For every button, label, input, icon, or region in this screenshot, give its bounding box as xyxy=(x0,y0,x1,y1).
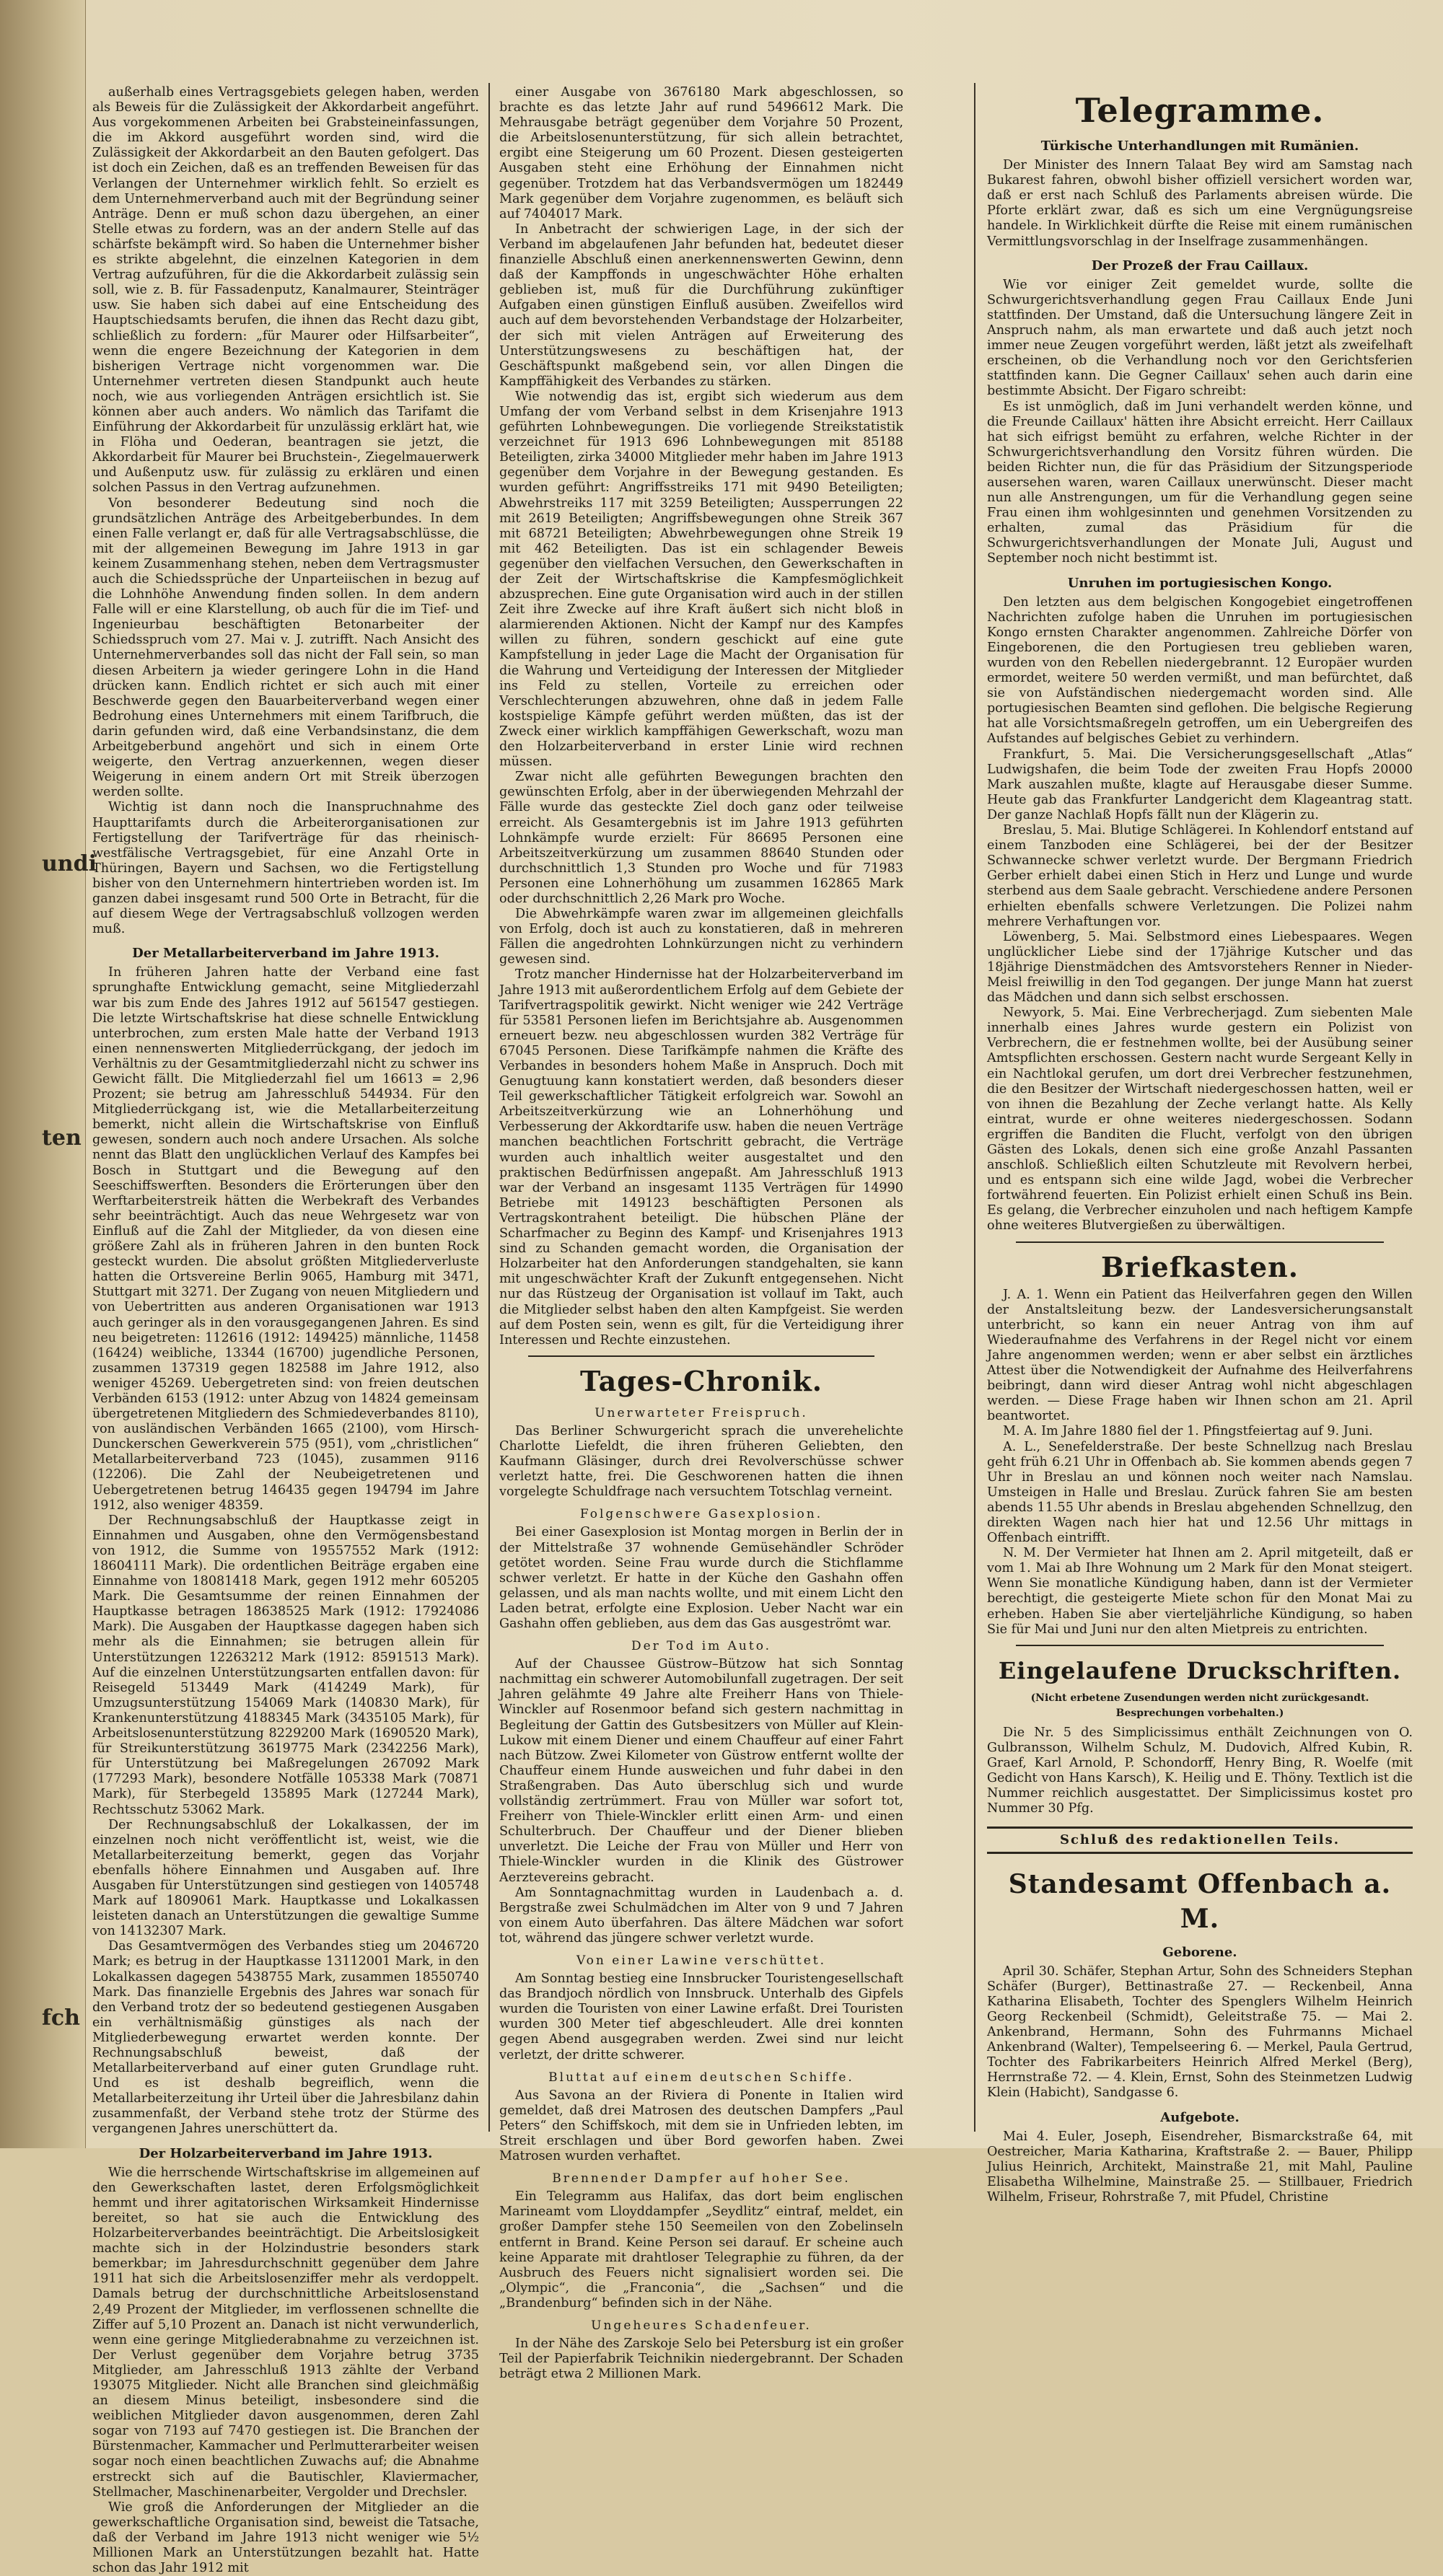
divider xyxy=(528,1355,874,1357)
article-paragraph: In früheren Jahren hatte der Verband eine fast sprunghafte Entwicklung gemacht, seine Mitgliederzahl war bis zum Ende des Jahres 1912 auf 561547 gestiegen. Die letzte Wirtschaftskrise hat diese schnelle Entwicklung unterbrochen, zum ersten Male hatte der Verband 1913 einen nennenswerten Mitgliederrückgang, der jedoch im Verhältnis zu der Gesamtmitgliederzahl nicht zu schwer ins Gewicht fällt. Die Mitgliederzahl fiel um 16613 = 2,96 Prozent; sie betrug am Jahresschluß 544934. Für den Mitgliederrückgang ist, wie die Metallarbeiterzeitung bemerkt, nicht allein die Wirtschaftskrise von Einfluß gewesen, sondern auch noch andere Ursachen. Als solche nennt das Blatt den unglücklichen Verlauf des Kampfes bei Bosch in Stuttgart und die Bewegung auf den Seeschiffswerften. Besonders die Erörterungen über den Werftarbeiterstreik hätten die Werbekraft des Verbandes sehr beeinträchtigt. Auch das neue Wehrgesetz war von Einfluß auf die Zahl der Mitglieder, da von diesen eine größere Zahl als in früheren Jahren in den bunten Rock gesteckt wurden. Die absolut größten Mitgliederverluste hatten die Ortsvereine Berlin 9065, Hamburg mit 3471, Stuttgart mit 3271. Der Zugang von neuen Mitgliedern und von Uebertritten aus anderen Organisationen war 1913 auch geringer als in den vorausgegangenen Jahren. Es sind neu beigetreten: 112616 (1912: 149425) männliche, 11458 (16424) weibliche, 13344 (16700) jugendliche Personen, zusammen 137319 gegen 182588 im Jahre 1912, also weniger 45269. Uebergetreten sind: von freien deutschen Verbänden 6153 (1912: unter Abzug von 14824 gemeinsam übergetretenen Mitgliedern des Schmiedeverbandes 8110), von ausländischen Verbänden 1665 (2100), vom Hirsch-Dunckerschen Gewerkverein 575 (951), vom „christlichen“ Metallarbeiterverband 723 (1045), zusammen 9116 (12206). Die Zahl der Neubeigetretenen und Uebergetretenen betrug 146435 gegen 194794 im Jahre 1912, also weniger 48359. xyxy=(92,965,479,1513)
article-paragraph: M. A. Im Jahre 1880 fiel der 1. Pfingstfeiertag auf 9. Juni. xyxy=(1003,1424,1373,1439)
column-rule xyxy=(974,83,975,2132)
druckschriften-text: Die Nr. 5 des Simplicissimus enthält Zeichnungen von O. Gulbransson, Wilhelm Schulz, M. Dudovich, Alfred Kubin, R. Graef, Karl Arnold, P. Schondorff, Henry Bing, R. Woelfe (mit Gedicht von Hans Karsch), K. Heilig und E. Thöny. Textlich ist die Nummer reichlich ausgestattet. Der Simplicissimus kostet pro Nummer 30 Pfg. xyxy=(987,1725,1413,1816)
article-paragraph: Der Minister des Innern Talaat Bey wird am Samstag nach Bukarest fahren, obwohl bisher offiziell versichert worden war, daß er erst nach Schluß des Parlaments abreisen würde. Die Pforte erklärt zwar, daß es sich um eine Vergnügungsreise handele. In Wirklichkeit dürfte die Reise mit einem rumänischen Vermittlungsvorschlag in der Inselfrage zusammenhängen. xyxy=(987,158,1413,249)
tages-chronik-title: Tages-Chronik. xyxy=(579,1364,823,1397)
article-paragraph: Newyork, 5. Mai. Eine Verbrecherjagd. Zum siebenten Male innerhalb eines Jahres wurde gestern ein Polizist von Verbrechern, die er festnehmen wollte, bei der Ausübung seiner Amtspflichten erschossen. Gestern nacht wurde Sergeant Kelly in ein Nachtlokal gerufen, um dort drei Verbrecher festzunehmen, die den Besitzer der Wirtschaft niedergeschossen hatten, weil er von ihnen die Bezahlung der Zeche verlangt hatte. Als Kelly eintrat, wurde er ohne weiteres niedergeschossen. Sodann ergriffen die Banditen die Flucht, verfolgt von den übrigen Gästen des Lokals, denen sich eine große Anzahl Passanten anschloß. Schließlich eilten Schutzleute mit Revolvern herbei, und es entspann sich eine wilde Jagd, wobei die Verbrecher fortwährend feuerten. Ein Polizist erhielt einen Schuß ins Bein. Es gelang, die Verbrecher einzuholen und nach heftigem Kampfe ohne weiteres Blutvergießen zu überwältigen. xyxy=(987,1006,1413,1234)
article-paragraph: Von besonderer Bedeutung sind noch die grundsätzlichen Anträge des Arbeitgeberbundes. In dem einen Falle verlangt er, daß für alle Vertragsabschlüsse, die mit der allgemeinen Bewegung im Jahre 1913 in gar keinem Zusammenhang stehen, neben dem Vertragsmuster auch die Schiedssprüche der Unparteiischen in bezug auf die Lohnhöhe Anwendung finden sollen. In dem andern Falle will er eine Klarstellung, ob auch für die im Tief- und Ingenieurbau beschäftigten Betonarbeiter der Schiedsspruch vom 27. Mai v. J. zutrifft. Nach Ansicht des Unternehmerverbandes soll das nicht der Fall sein, so man diesen Arbeitern ja wieder geringere Lohn in die Hand drücken kann. Endlich richtet er sich auch mit einer Beschwerde gegen den Bauarbeiterverband wegen einer Bedrohung eines Unternehmers mit einem Tarifbruch, die darin gefunden wird, daß eine Verbandsinstanz, die dem Arbeitgeberbund angehört und sich in einem Orte weigerte, den Vertrag anzuerkennen, wegen dieser Weigerung in einem andern Ort mit Streik überzogen werden sollte. xyxy=(92,496,479,800)
article-paragraph: Breslau, 5. Mai. Blutige Schlägerei. In Kohlendorf entstand auf einem Tanzboden eine Schlägerei, bei der der Besitzer Schwannecke schwer verletzt wurde. Der Bergmann Friedrich Gerber erhielt dabei einen Stich in Herz und Lunge und wurde sterbend aus dem Saale gebracht. Verschiedene andere Personen erhielten ebenfalls schwere Verletzungen. Die Polizei nahm mehrere Verhaftungen vor. xyxy=(987,823,1413,929)
article-paragraph: außerhalb eines Vertragsgebiets gelegen haben, werden als Beweis für die Zulässigkeit der Akkordarbeit angeführt. Aus vorgekommenen Arbeiten bei Grabsteineinfassungen, die im Akkord ausgeführt worden sind, wird die Zulässigkeit der Akkordarbeit an den Bauten gefolgert. Das ist doch ein Zeichen, daß es an treffenden Beweisen für das Verlangen der Unternehmer wirklich fehlt. So erzielt es dem Unternehmerverband auch mit der Begründung seiner Anträge. Denn er muß schon dazu übergehen, an einer Stelle etwas zu fordern, was an der andern Stelle auf das schärfste bekämpft wird. So haben die Unternehmer bisher es strikte abgelehnt, die einzelnen Kategorien in dem Vertrag aufzuführen, für die die Akkordarbeit zulässig sein soll, wie z. B. für Fassadenputz, Kanalmaurer, Steinträger usw. Sie haben sich dabei auf eine Entscheidung des Hauptschiedsamts berufen, die ihnen das Recht dazu gibt, schließlich zu fordern: „für Maurer oder Hilfsarbeiter“, wenn die engere Bezeichnung der Kategorien in dem bisherigen Vertrage nicht vorgenommen war. Die Unternehmer vertreten diesen Standpunkt auch heute noch, wie aus vorliegenden Anträgen ersichtlich ist. Sie können aber auch anders. Wo nämlich das Tarifamt die Einführung der Akkordarbeit für unzulässig erklärt hat, wie in Flöha und Oederan, beantragen sie jetzt, die Akkordarbeit für Maurer bei Bruchstein-, Ziegelmauerwerk und Außenputz usw. für zulässig zu erklären und einen solchen Passus in den Vertrag aufzunehmen. xyxy=(92,85,479,496)
article-paragraph: In der Nähe des Zarskoje Selo bei Petersburg ist ein großer Teil der Papierfabrik Teichnikin niedergebrannt. Der Schaden beträgt etwa 2 Millionen Mark. xyxy=(499,2337,903,2382)
margin-fragment: ten xyxy=(42,1125,82,1151)
article-paragraph: Trotz mancher Hindernisse hat der Holzarbeiterverband im Jahre 1913 mit außerordentlichem Erfolg auf dem Gebiete der Tarifvertragspolitik gewirkt. Nicht weniger wie 242 Verträge für 53581 Personen liefen im Berichtsjahre ab. Ausgenommen erneuert bezw. neu abgeschlossen wurden 382 Verträge für 67045 Personen. Diese Tarifkämpfe nahmen die Kräfte des Verbandes in besonders hohem Maße in Anspruch. Doch mit Genugtuung kann konstatiert werden, daß besonders dieser Teil gewerkschaftlicher Tätigkeit erfolgreich war. Sowohl an Arbeitszeitverkürzung wie an Lohnerhöhung und Verbesserung der Akkordtarife usw. haben die neuen Verträge manchen beachtlichen Fortschritt gebracht, die Verträge wurden auch inhaltlich weiter ausgestaltet und den praktischen Bedürfnissen angepaßt. Am Jahresschluß 1913 war der Verband an insgesamt 1135 Verträgen für 14990 Betriebe mit 149123 beschäftigten Personen als Vertragskontrahent beteiligt. Die hübschen Pläne der Scharfmacher zu Beginn des Kampf- und Krisenjahres 1913 sind zu Schanden gemacht worden, die Organisation der Holzarbeiter hat den Anforderungen standgehalten, sie kann mit ungeschwächter Kraft der Zukunft entgegensehen. Nicht nur das Rüstzeug der Organisation ist vollauf im Takt, auch die Mitglieder selbst haben den alten Kampfgeist. Sie werden auf dem Posten sein, wenn es gilt, für die Verteidigung ihrer Interessen und Rechte einzustehen. xyxy=(499,967,903,1348)
article-paragraph: Wichtig ist dann noch die Inanspruchnahme des Haupttarifamts durch die Arbeiterorganisationen zur Fertigstellung der Tarifverträge für das rheinisch-westfälische Vertragsgebiet, für eine Anzahl Orte in Thüringen, Bayern und Sachsen, wo die Fertigstellung bisher von den Unternehmern hintertrieben worden ist. Im ganzen dabei insgesamt rund 500 Orte in Betracht, für die auf diesem Wege der Vertragsabschluß vollzogen werden muß. xyxy=(92,800,479,937)
column-rule xyxy=(488,83,490,2132)
chronik-heading: Unerwarteter Freispruch. xyxy=(595,1405,808,1420)
telegramm-heading: Der Prozeß der Frau Caillaux. xyxy=(1091,258,1309,273)
article-paragraph: Es ist unmöglich, daß im Juni verhandelt werden könne, und die Freunde Caillaux' hätten ihre Absicht erreicht. Herr Caillaux hat sich eifrigst bemüht zu erfahren, welche Richter in der Schwurgerichtsverhandlung den Vorsitz führen würden. Die beiden Richter nun, die für das Präsidium der Sitzungsperiode ausersehen waren, waren Caillaux unerwünscht. Dieser macht nun alle Anstrengungen, um für die Verhandlung gegen seine Frau einen ihm wohlgesinnten und genehmen Vorsitzenden zu erhalten, zumal das Präsidium für die Schwurgerichtsverhandlungen der Monate Juli, August und September noch nicht bestimmt ist. xyxy=(987,399,1413,566)
article-paragraph: Frankfurt, 5. Mai. Die Versicherungsgesellschaft „Atlas“ Ludwigshafen, die beim Tode der zweiten Frau Hopfs 20000 Mark auszahlen mußte, klagte auf Herausgabe dieser Summe. Heute gab das Frankfurter Landgericht dem Klageantrag statt. Der ganze Nachlaß Hopfs fällt nun der Klägerin zu. xyxy=(987,747,1413,822)
article-paragraph: Wie die herrschende Wirtschaftskrise im allgemeinen auf den Gewerkschaften lastet, deren Erfolgsmöglichkeit hemmt und ihrer agitatorischen Wirksamkeit Hindernisse bereitet, so hat sie auch die Entwicklung des Holzarbeiterverbandes beeinträchtigt. Die Arbeitslosigkeit machte sich in der Holzindustrie besonders stark bemerkbar; im Jahresdurchschnitt gegenüber dem Jahre 1911 hat sich die Arbeitslosenziffer mehr als verdoppelt. Damals betrug der durchschnittliche Arbeitslosenstand 2,49 Prozent der Mitglieder, im verflossenen schnellte die Ziffer auf 5,10 Prozent an. Danach ist nicht verwunderlich, wenn eine geringe Mitgliederabnahme zu verzeichnen ist. Der Verlust gegenüber dem Vorjahre betrug 3735 Mitglieder, am Jahresschluß 1913 zählte der Verband 193075 Mitglieder. Nicht alle Branchen sind gleichmäßig an diesem Minus beteiligt, insbesondere sind die weiblichen Mitglieder davon ausgenommen, deren Zahl sogar von 7193 auf 7470 gestiegen ist. Die Branchen der Bürstenmacher, Kammacher und Perlmutterarbeiter weisen sogar noch einen beachtlichen Zuwachs auf; die Abnahme erstreckt sich auf die Bautischler, Klaviermacher, Stellmacher, Maschinenarbeiter, Vergolder und Drechsler. xyxy=(92,2165,479,2500)
tages-chronik-items xyxy=(499,1406,903,2383)
article-paragraph: Zwar nicht alle geführten Bewegungen brachten den gewünschten Erfolg, aber in der überwiegenden Mehrzahl der Fälle wurde das gesteckte Ziel doch ganz oder teilweise erreicht. Als Gesamtergebnis ist im Jahre 1913 geführten Lohnkämpfe wurde erzielt: Für 86695 Personen eine Arbeitszeitverkürzung um zusammen 88640 Stunden oder durchschnittlich 1,3 Stunden pro Woche und für 71983 Personen eine Lohnerhöhung um zusammen 162865 Mark oder durchschnittlich 2,26 Mark pro Woche. xyxy=(499,770,903,906)
metallarbeiter-article xyxy=(92,965,479,2137)
section-heading: Der Metallarbeiterverband im Jahre 1913. xyxy=(132,946,439,962)
margin-fragment: fch xyxy=(42,2005,80,2031)
chronik-heading: Von einer Lawine verschüttet. xyxy=(576,1953,827,1968)
geborene-text: April 30. Schäfer, Stephan Artur, Sohn des Schneiders Stephan Schäfer (Burger), Bettinastraße 27. — Reckenbeil, Anna Katharina Elisabeth, Tochter des Spenglers Wilhelm Heinrich Georg Reckenbeil (Schmidt), Geleitstraße 75. — Mai 2. Ankenbrand, Hermann, Sohn des Fuhrmanns Michael Ankenbrand (Walter), Tempelseering 6. — Merkel, Paula Gertrud, Tochter des Fabrikarbeiters Heinrich Alfred Merkel (Berg), Herrnstraße 72. — 4. Klein, Ernst, Sohn des Steinmetzen Ludwig Klein (Habicht), Sandgasse 6. xyxy=(987,1964,1413,2101)
holzarbeiter-continued xyxy=(499,85,903,1348)
margin-fragment: undi xyxy=(42,851,97,876)
previous-page-edge xyxy=(0,0,97,2148)
chronik-heading: Brennender Dampfer auf hoher See. xyxy=(552,2171,851,2186)
druckschriften-title: Eingelaufene Druckschriften. xyxy=(998,1656,1402,1684)
telegramme-items xyxy=(987,139,1413,747)
telegramme-title: Telegramme. xyxy=(1075,91,1325,130)
article-paragraph: Die Abwehrkämpfe waren zwar im allgemeinen gleichfalls von Erfolg, doch ist auch zu konstatieren, daß in mehreren Fällen die angedrohten Lohnkürzungen nicht zu verhindern gewesen sind. xyxy=(499,907,903,967)
standesamt-title: Standesamt Offenbach a. M. xyxy=(1008,1868,1392,1934)
chronik-heading: Bluttat auf einem deutschen Schiffe. xyxy=(548,2070,854,2085)
divider xyxy=(1016,1645,1384,1646)
article-paragraph: A. L., Senefelderstraße. Der beste Schnellzug nach Breslau geht früh 6.21 Uhr in Offenbach ab. Sie kommen abends gegen 7 Uhr in Breslau an und können noch weiter nach Namslau. Umsteigen in Halle und Breslau. Zurück fahren Sie am besten abends 11.55 Uhr abends in Breslau abgehenden Schnellzug, den direkten Wagen nach hier hat und 12.56 Uhr mittags in Offenbach eintrifft. xyxy=(987,1439,1413,1546)
article-paragraph: Am Sonntagnachmittag wurden in Laudenbach a. d. Bergstraße zwei Schulmädchen im Alter von 9 und 7 Jahren von einem Auto überfahren. Das ältere Mädchen war sofort tot, während das jüngere schwer verletzt wurde. xyxy=(499,1885,903,1946)
article-paragraph: Aus Savona an der Riviera di Ponente in Italien wird gemeldet, daß drei Matrosen des deutschen Dampfers „Paul Peters“ den Schiffskoch, mit dem sie in Unfrieden lebten, im Streit erschlagen und über Bord geworfen haben. Zwei Matrosen wurden verhaftet. xyxy=(499,2088,903,2164)
article-paragraph: Wie notwendig das ist, ergibt sich wiederum aus dem Umfang der vom Verband selbst in dem Krisenjahre 1913 geführten Lohnbewegungen. Die vorliegende Streikstatistik verzeichnet für 1913 696 Lohnbewegungen mit 85188 Beteiligten, zirka 34000 Mitglieder mehr haben im Jahre 1913 gegenüber dem Vorjahre in der Bewegung gestanden. Es wurden geführt: Angriffsstreiks 171 mit 9490 Beteiligten; Abwehrstreiks 117 mit 3259 Beteiligten; Aussperrungen 22 mit 2619 Beteiligten; Angriffsbewegungen ohne Streik 367 mit 68721 Beteiligten; Abwehrbewegungen ohne Streik 19 mit 462 Beteiligten. Das ist ein schlagender Beweis gegenüber den vielfachen Versuchen, den Gewerkschaften in der Zeit der Wirtschaftskrise die Kampfesmöglichkeit abzusprechen. Eine gute Organisation wird auch in der stillen Zeit ihre Zwecke auf ihre Kraft äußert sich nicht bloß in alarmierenden Aktionen. Nicht der Kampf nur des Kampfes willen zu führen, sondern geschickt auf eine gute Kampfstellung in jeder Lage die Macht der Organisation für die Wahrung und Verteidigung der Interessen der Mitglieder ins Feld zu stellen, Vorteile zu erreichen oder Verschlechterungen abzuwehren, ohne daß in jedem Falle kostspielige Kämpfe geführt werden müßten, das ist der Zweck einer wirklich kampffähigen Gewerkschaft, wozu man den Holzarbeiterverband in erster Linie wird rechnen müssen. xyxy=(499,389,903,770)
column-2 xyxy=(499,85,903,2382)
article-paragraph: Der Rechnungsabschluß der Lokalkassen, der im einzelnen noch nicht veröffentlicht ist, weist, wie die Metallarbeiterzeitung bemerkt, gegen das Vorjahr ebenfalls höhere Einnahmen und Ausgaben auf. Ihre Ausgaben für Unterstützungen sind gestiegen von 1405748 Mark auf 1809061 Mark. Hauptkasse und Lokalkassen leisteten danach an Unterstützungen die gewaltige Summe von 14132307 Mark. xyxy=(92,1817,479,1939)
geborene-label: Geborene. xyxy=(1162,1944,1237,1960)
article-paragraph: Das Gesamtvermögen des Verbandes stieg um 2046720 Mark; es betrug in der Hauptkasse 13112001 Mark, in den Lokalkassen dagegen 5438755 Mark, zusammen 18550740 Mark. Das finanzielle Ergebnis des Jahres war sonach für den Verband trotz der so bedeutend gestiegenen Ausgaben ein verhältnismäßig günstiges als nach der Mitgliederbewegung erwartet werden konnte. Der Rechnungsabschluß beweist, daß der Metallarbeiterverband auf einer guten Grundlage ruht. Und es ist deshalb begreiflich, wenn die Metallarbeiterzeitung ihr Urteil über die Jahresbilanz dahin zusammenfaßt, der Verband stehe trotz der Stürme des vergangenen Jahres unerschüttert da. xyxy=(92,1939,479,2137)
telegramm-heading: Türkische Unterhandlungen mit Rumänien. xyxy=(1040,139,1359,154)
article-paragraph: Bei einer Gasexplosion ist Montag morgen in Berlin der in der Mittelstraße 37 wohnende Gemüsehändler Schröder getötet worden. Seine Frau wurde durch die Stichflamme schwer verletzt. Er hatte in der Küche den Gashahn offen gelassen, und als man nachts wollte, und mit einem Licht den Laden betrat, erfolgte eine Explosion. Ueber Nacht war ein Gashahn offen geblieben, aus dem das Gas ausgeströmt war. xyxy=(499,1525,903,1631)
article-paragraph: Löwenberg, 5. Mai. Selbstmord eines Liebespaares. Wegen unglücklicher Liebe sind der 17jährige Kutscher und das 18jährige Dienstmädchen des Amtsvorstehers Renner in Nieder-Meisl freiwillig in den Tod gegangen. Der junge Mann hat zuerst das Mädchen und dann sich selbst erschossen. xyxy=(987,929,1413,1006)
article-paragraph: Der Rechnungsabschluß der Hauptkasse zeigt in Einnahmen und Ausgaben, ohne den Vermögensbestand von 1912, die Summe von 19557552 Mark (1912: 18604111 Mark). Die ordentlichen Beiträge ergaben eine Einnahme von 18081418 Mark, gegen 1912 mehr 605205 Mark. Die Gesamtsumme der reinen Einnahmen der Hauptkasse betragen 18638525 Mark (1912: 17924086 Mark). Die Ausgaben der Hauptkasse dagegen haben sich mehr als die Einnahmen; sie betrugen allein für Unterstützungen 12263212 Mark (1912: 8591513 Mark). Auf die einzelnen Unterstützungsarten entfallen davon: für Reisegeld 513449 Mark (414249 Mark), für Umzugsunterstützung 154069 Mark (140830 Mark), für Krankenunterstützung 4188345 Mark (3435105 Mark), für Arbeitslosenunterstützung 8229200 Mark (1690520 Mark), für Streikunterstützung 3619775 Mark (2342256 Mark), für Unterstützung bei Maßregelungen 267092 Mark (177293 Mark), besondere Notfälle 105338 Mark (70871 Mark), für Sterbegeld 135895 Mark (127244 Mark), Rechtsschutz 53062 Mark. xyxy=(92,1513,479,1817)
article-paragraph: J. A. 1. Wenn ein Patient das Heilverfahren gegen den Willen der Anstaltsleitung bezw. der Landesversicherungsanstalt unterbricht, so kann ein neuer Antrag von ihm auf Wiederaufnahme des Verfahrens in der Regel nicht vor einem Jahre angenommen werden; wenn er aber selbst ein ärztliches Attest über die Notwendigkeit der Aufnahme des Heilverfahrens beibringt, dann wird dieser Antrag wohl nicht abgeschlagen werden. — Diese Frage haben wir Ihnen schon am 21. April beantwortet. xyxy=(987,1287,1413,1424)
druckschriften-note: (Nicht erbetene Zusendungen werden nicht zurückgesandt. Besprechungen vorbehalten.) xyxy=(1030,1692,1369,1719)
aufgebote-text: Mai 4. Euler, Joseph, Eisendreher, Bismarckstraße 64, mit Oestreicher, Maria Katharina, Kraftstraße 2. — Bauer, Philipp Julius Heinrich, Architekt, Mainstraße 21, mit Mahl, Pauline Elisabetha Wilhelmine, Mainstraße 25. — Stillbauer, Friedrich Wilhelm, Friseur, Rohrstraße 7, mit Pfudel, Christine xyxy=(987,2129,1413,2204)
briefkasten-title: Briefkasten. xyxy=(1100,1250,1299,1283)
intro-article xyxy=(92,85,479,937)
article-paragraph: N. M. Der Vermieter hat Ihnen am 2. April mitgeteilt, daß er vom 1. Mai ab Ihre Wohnung um 2 Mark für den Monat steigert. Wenn Sie monatliche Kündigung haben, dann ist der Vermieter berechtigt, die gesteigerte Miete schon für den Monat Mai zu erheben. Haben Sie aber vierteljährliche Kündigung, so haben Sie für Mai und Juni nur den alten Mietpreis zu entrichten. xyxy=(987,1546,1413,1637)
article-paragraph: einer Ausgabe von 3676180 Mark abgeschlossen, so brachte es das letzte Jahr auf rund 5496612 Mark. Die Mehrausgabe beträgt gegenüber dem Vorjahre 50 Prozent, die Arbeitslosenunterstützung, für sich allein betrachtet, ergibt eine Steigerung um 60 Prozent. Diesen gesteigerten Ausgaben steht eine Erhöhung der Einnahmen nicht gegenüber. Trotzdem hat das Verbandsvermögen um 182449 Mark gegenüber dem Vorjahre zugenommen, es beläuft sich auf 7404017 Mark. xyxy=(499,85,903,221)
article-paragraph: Am Sonntag bestieg eine Innsbrucker Touristengesellschaft das Brandjoch nördlich von Innsbruck. Unterhalb des Gipfels wurden die Touristen von einer Lawine erfaßt. Drei Touristen wurden 300 Meter tief abgeschleudert. Alle drei konnten gegen Abend ausgegraben werden. Zwei sind nur leicht verletzt, der dritte schwerer. xyxy=(499,1971,903,2062)
column-1 xyxy=(92,85,479,2576)
article-paragraph: Das Berliner Schwurgericht sprach die unverehelichte Charlotte Liefeldt, die ihren früheren Geliebten, den Kaufmann Gläsinger, durch drei Revolverschüsse schwer verletzt hatte, frei. Die Geschworenen hatten die ihnen vorgelegte Schuldfrage nach versuchtem Totschlag verneint. xyxy=(499,1423,903,1500)
chronik-heading: Folgenschwere Gasexplosion. xyxy=(579,1507,823,1522)
aufgebote-label: Aufgebote. xyxy=(1160,2109,1240,2125)
section-heading: Der Holzarbeiterverband im Jahre 1913. xyxy=(139,2145,433,2161)
telegramme-short-items xyxy=(987,747,1413,1234)
article-paragraph: Auf der Chaussee Güstrow–Bützow hat sich Sonntag nachmittag ein schwerer Automobilunfall zugetragen. Der seit Jahren gelähmte 49 Jahre alte Freiherr Hans von Thiele-Winckler auf Rosenmoor befand sich gestern nachmittag in Begleitung der Gattin des Gutsbesitzers von Müller auf Klein-Lukow mit einem Diener und einem Chauffeur auf einer Fahrt nach Bützow. Zwei Kilometer von Güstrow entfernt wollte der Chauffeur einem Hunde ausweichen und fuhr dabei in den Straßengraben. Das Auto überschlug sich und wurde vollständig zertrümmert. Frau von Müller war sofort tot, Freiherr von Thiele-Winckler erlitt einen Arm- und einen Schulterbruch. Der Chauffeur und der Diener blieben unverletzt. Die Leiche der Frau von Müller und Herr von Thiele-Winckler wurden in die Klinik des Güstrower Aerztevereins gebracht. xyxy=(499,1657,903,1885)
holzarbeiter-article xyxy=(92,2166,479,2576)
article-paragraph: Den letzten aus dem belgischen Kongogebiet eingetroffenen Nachrichten zufolge haben die Unruhen im portugiesischen Kongo ernsten Charakter angenommen. Zahlreiche Dörfer von Eingeborenen, die den Portugiesen treu geblieben waren, wurden von den Rebellen niedergebrannt. 12 Europäer wurden ermordet, weitere 50 werden vermißt, und man befürchtet, daß sie von Aufständischen niedergemacht worden sind. Alle portugiesischen Beamten sind geflohen. Die belgische Regierung hat alle Vorsichtsmaßregeln getroffen, um ein Uebergreifen des Aufstandes auf belgisches Gebiet zu verhindern. xyxy=(987,594,1413,747)
telegramm-heading: Unruhen im portugiesischen Kongo. xyxy=(1067,575,1333,591)
article-paragraph: Wie groß die Anforderungen der Mitglieder an die gewerkschaftliche Organisation sind, beweist die Tatsache, daß der Verband im Jahre 1913 nicht weniger wie 5½ Millionen Mark an Unterstützungen bezahlt hat. Hatte schon das Jahr 1912 mit xyxy=(92,2500,479,2576)
column-3 xyxy=(987,85,1413,2204)
divider xyxy=(1016,1241,1384,1243)
article-paragraph: In Anbetracht der schwierigen Lage, in der sich der Verband im abgelaufenen Jahr befunden hat, bedeutet dieser finanzielle Abschluß einen anerkennenswerten Gewinn, denn daß der Kampffonds in ungeschwächter Höhe erhalten geblieben ist, muß für die Durchführung zukünftiger Aufgaben einen günstigen Einfluß ausüben. Zweifellos wird auch auf dem bevorstehenden Verbandstage der Holzarbeiter, der sich mit vielen Anträgen auf Erweiterung des Unterstützungswesens zu beschäftigen hat, der Geschäftspunkt maßgebend sein, vor allen Dingen die Kampffähigkeit des Verbandes zu stärken. xyxy=(499,221,903,389)
schluss-banner: Schluß des redaktionellen Teils. xyxy=(987,1827,1413,1853)
briefkasten-items xyxy=(987,1288,1413,1638)
article-paragraph: Wie vor einiger Zeit gemeldet wurde, sollte die Schwurgerichtsverhandlung gegen Frau Caillaux Ende Juni stattfinden. Der Umstand, daß die Untersuchung längere Zeit in Anspruch nahm, als man erwartete und daß auch jetzt noch immer neue Zeugen vorgeführt werden, läßt jetzt als zweifelhaft erscheinen, ob die Verhandlung noch vor den Gerichtsferien stattfinden kann. Die Gegner Caillaux' sehen auch darin eine bestimmte Absicht. Der Figaro schreibt: xyxy=(987,277,1413,399)
chronik-heading: Der Tod im Auto. xyxy=(631,1639,772,1654)
article-paragraph: Ein Telegramm aus Halifax, das dort beim englischen Marineamt vom Lloyddampfer „Seydlitz“ eintraf, meldet, ein großer Dampfer stehe 150 Seemeilen von den Zobelinseln entfernt in Brand. Keine Person sei darauf. Er scheine auch keine Apparate mit drahtloser Telegraphie zu führen, da der Ausbruch des Feuers nicht signalisiert worden sei. Die „Olympic“, die „Franconia“, die „Sachsen“ und die „Brandenburg“ befinden sich in der Nähe. xyxy=(499,2189,903,2311)
chronik-heading: Ungeheures Schadenfeuer. xyxy=(591,2318,812,2334)
